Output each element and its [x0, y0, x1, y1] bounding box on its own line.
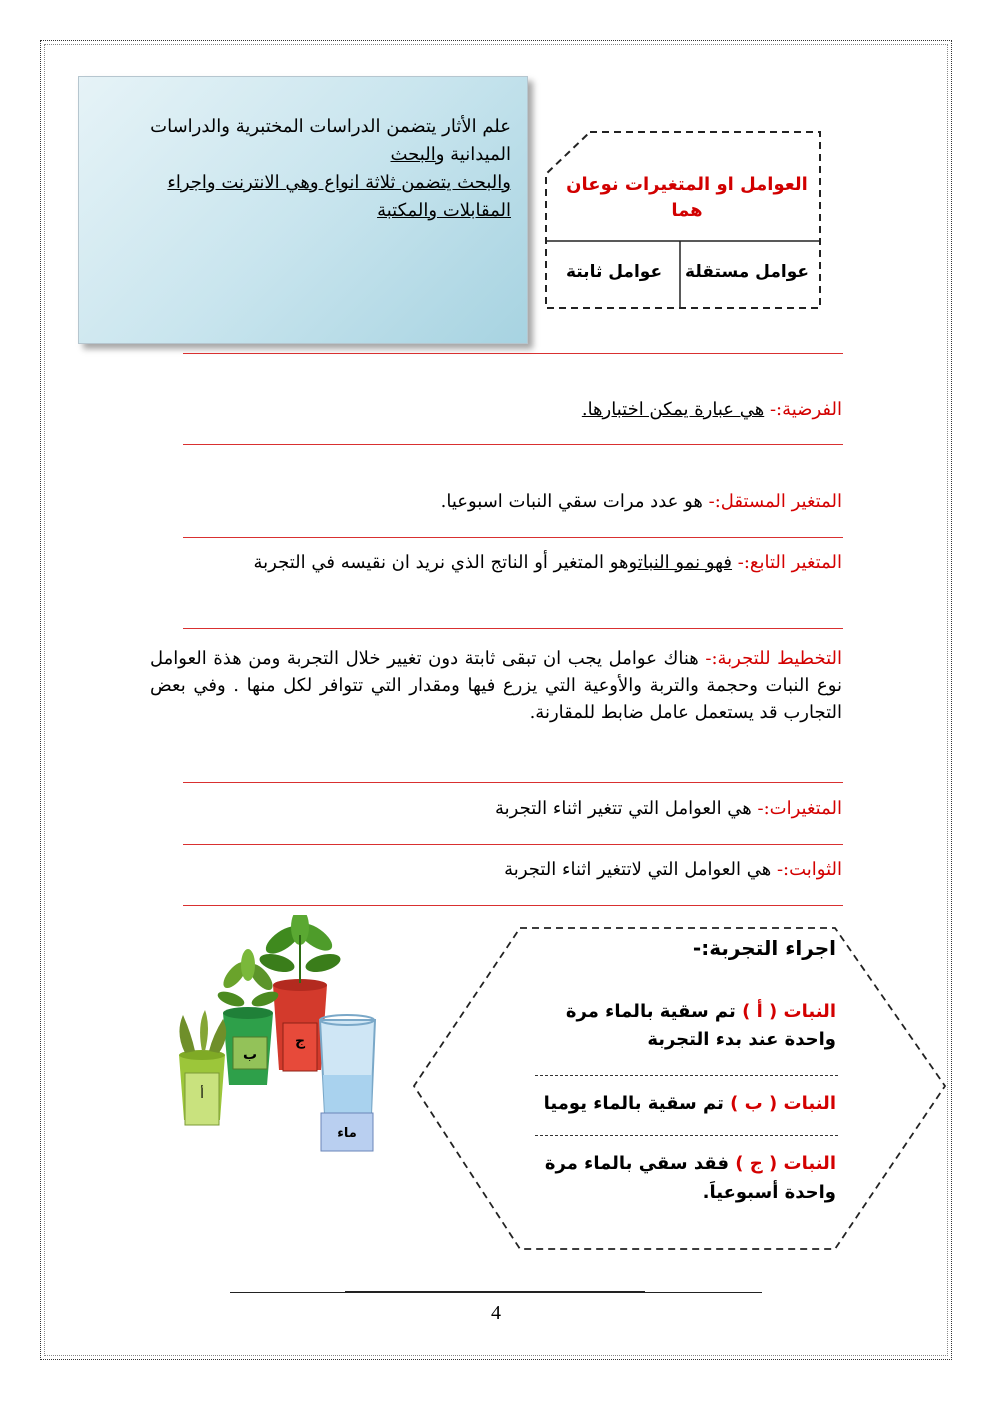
planning-text: هناك عوامل يجب ان تبقى ثابتة دون تغيير خلال التجربة ومن هذة العوامل نوع النبات وحجمة والتربة والأوعية التي يزرع فيها ومقدار التي تتوافر لكل منها . وفي بعض التجارب قد يستعمل عامل ضابط للمقارنة. — [150, 648, 842, 723]
note-line-4: المقابلات والمكتبة — [377, 200, 511, 221]
plant-b-text: تم سقية بالماء يوميا — [543, 1093, 724, 1114]
plant-b-word: النبات — [783, 1093, 836, 1114]
divider — [183, 537, 843, 538]
note-line-2-underlined: البحث — [390, 144, 436, 165]
separator — [535, 1075, 838, 1076]
plant-a-text-1: تم سقية بالماء مرة — [565, 1001, 736, 1022]
label-c: ج — [294, 1033, 306, 1049]
divider — [183, 905, 843, 906]
dependent-variable-underlined: فهو نمو النبات — [637, 552, 733, 573]
footer-rule-bold — [345, 1291, 645, 1293]
variables-line — [495, 797, 842, 821]
divider — [183, 782, 843, 783]
plant-c-word: النبات — [783, 1153, 836, 1174]
plant-c-text-1: فقد سقي بالماء مرة — [544, 1153, 729, 1174]
plant-a-line-2: واحدة عند بدء التجربة — [647, 1029, 836, 1050]
plant-a-line-1 — [566, 998, 836, 1026]
variables-label: المتغيرات:- — [757, 798, 842, 819]
divider — [183, 353, 843, 354]
separator — [535, 1135, 838, 1136]
plant-b-line — [544, 1090, 836, 1118]
note-line-3: والبحث يتضمن ثلاثة انواع وهي الانترنت واجراء — [167, 172, 511, 193]
note-line-2 — [91, 141, 511, 169]
divider — [183, 444, 843, 445]
constants-label: الثوابت:- — [776, 859, 842, 880]
independent-factors-label: عوامل مستقلة — [685, 262, 809, 282]
plant-a-tag: ( أ ) — [742, 1001, 778, 1022]
divider — [183, 844, 843, 845]
planning-label: التخطيط للتجربة:- — [705, 648, 842, 669]
hypothesis-label: الفرضية:- — [769, 399, 842, 420]
plant-c-tag: ( ج ) — [735, 1153, 778, 1174]
label-b: ب — [242, 1047, 258, 1063]
planning-paragraph — [150, 645, 842, 726]
archaeology-note — [78, 76, 528, 344]
hypothesis-text: هي عبارة يمكن اختبارها. — [581, 399, 765, 420]
independent-variable-line — [441, 490, 842, 514]
independent-variable-text: هو عدد مرات سقي النبات اسبوعيا. — [440, 491, 703, 512]
label-a: أ — [200, 1087, 204, 1102]
note-line-2-plain: الميدانية و — [435, 144, 511, 165]
constants-line — [504, 858, 842, 882]
plants-illustration — [165, 915, 400, 1155]
factors-box — [544, 130, 822, 310]
page-number: 4 — [491, 1302, 501, 1324]
plant-c-line-1 — [545, 1150, 836, 1178]
experiment-title: اجراء التجربة:- — [692, 936, 836, 960]
constants-text: هي العوامل التي لاتتغير اثناء التجربة — [504, 859, 772, 880]
dependent-variable-text: وهو المتغير أو الناتج الذي نريد ان نقيسه في التجربة — [253, 552, 638, 573]
dependent-variable-line — [254, 551, 842, 575]
label-water: ماء — [337, 1126, 357, 1141]
plant-a-word: النبات — [783, 1001, 836, 1022]
archaeology-note-text — [91, 113, 511, 225]
plants-drawing — [165, 915, 400, 1155]
factors-title: العوامل او المتغيرات نوعان هما — [566, 174, 808, 221]
independent-variable-label: المتغير المستقل:- — [708, 491, 842, 512]
plant-c-line-2: واحدة أسبوعياَ. — [702, 1182, 836, 1203]
note-line-1: علم الأثار يتضمن الدراسات المختبرية والدراسات — [150, 116, 511, 137]
constant-factors-label: عوامل ثابتة — [565, 262, 663, 282]
experiment-hexagon — [410, 924, 950, 1254]
divider — [183, 628, 843, 629]
dependent-variable-label: المتغير التابع:- — [737, 552, 842, 573]
experiment-hexagon-outline — [410, 924, 950, 1254]
hypothesis-line — [582, 398, 842, 422]
variables-text: هي العوامل التي تتغير اثناء التجربة — [495, 798, 752, 819]
plant-b-tag: ( ب ) — [730, 1093, 778, 1114]
